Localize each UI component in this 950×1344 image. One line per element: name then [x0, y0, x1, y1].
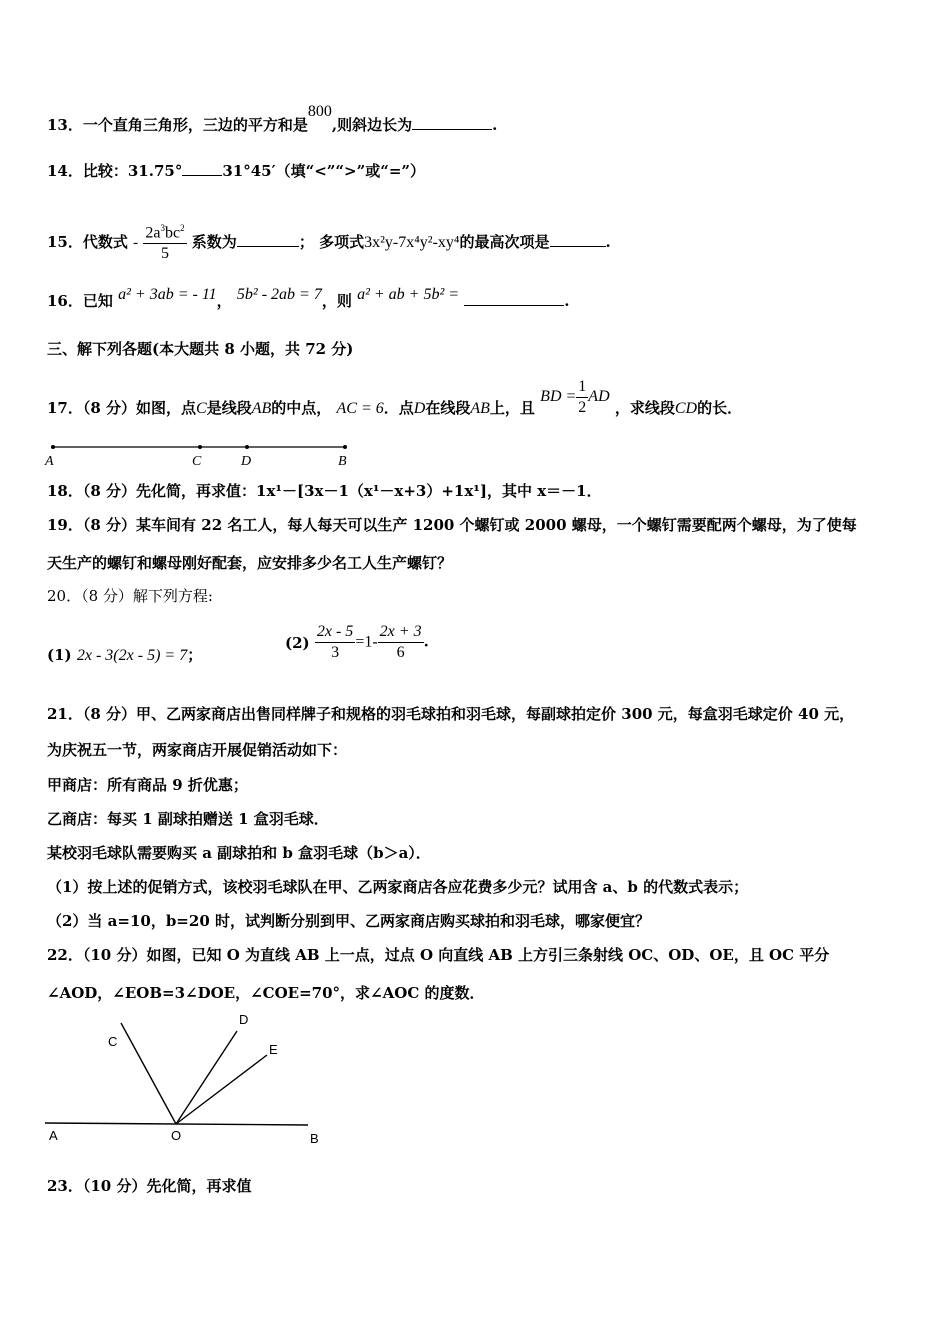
point-d-label: D: [239, 1012, 249, 1027]
q16-equation-2: 5b² - 2ab = 7: [236, 286, 322, 303]
question-20-part-2: (2) $\frac{2x - 5}{3}$ =1- $\frac{2x + 3}{6}$ .: [285, 623, 429, 661]
q22-angle-figure: [40, 1008, 330, 1150]
question-21-line-2: 为庆祝五一节，两家商店开展促销活动如下：: [47, 741, 348, 759]
point-a-label: A: [45, 454, 54, 469]
point-b-label: B: [338, 454, 347, 469]
point-b-label: B: [310, 1131, 319, 1146]
question-21-line-6: （1）按上述的促销方式，该校羽毛球队在甲、乙两家商店各应花费多少元？试用含 a、b 的代数式表示；: [47, 878, 749, 896]
q17-bd-equation: BD = $\frac{1}{2}$ AD: [540, 378, 610, 416]
q16-equation-3: a² + ab + 5b² =: [357, 286, 460, 303]
point-e-label: E: [269, 1042, 278, 1057]
question-19-line-2: 天生产的螺钉和螺母刚好配套，应安排多少名工人生产螺钉？: [47, 554, 453, 572]
question-20: 20．（8 分）解下列方程:: [47, 587, 213, 605]
section-3-heading: 三、解下列各题(本大题共 8 小题，共 72 分): [47, 340, 354, 358]
question-15: 15．代数式 - $\frac{2a^3bc^2}{5}$ 系数为 ； 多项式3x²y-7x⁴y²-xy⁴的最高次项是 .: [47, 220, 611, 266]
q16-equation-1: a² + 3ab = - 11: [118, 286, 217, 303]
question-21-line-5: 某校羽毛球队需要购买 a 副球拍和 b 盒羽毛球（b＞a）．: [47, 844, 431, 862]
question-13: 13．一个直角三角形，三边的平方和是800,则斜边长为 .: [47, 103, 498, 134]
point-c-label: C: [108, 1034, 118, 1049]
point-o-label: O: [171, 1128, 182, 1143]
question-21-line-1: 21．（8 分）甲、乙两家商店出售同样牌子和规格的羽毛球拍和羽毛球，每副球拍定价 300 元，每盒羽毛球定价 40 元，: [47, 705, 855, 723]
question-21-line-4: 乙商店：每买 1 副球拍赠送 1 盒羽毛球．: [47, 810, 329, 828]
q15-polynomial: 3x²y-7x⁴y²-xy⁴: [364, 234, 460, 252]
question-17: 17．（8 分）如图，点C是线段AB的中点， AC = 6．点D在线段AB上，且 BD = $\frac{1}{2}$ AD ，求线段CD的长．: [47, 378, 743, 418]
question-23: 23．（10 分）先化简，再求值: [47, 1177, 252, 1195]
question-22-line-1: 22．（10 分）如图，已知 O 为直线 AB 上一点，过点 O 向直线 AB 上方引三条射线 OC、OD、OE，且 OC 平分: [47, 946, 830, 964]
point-c-label: C: [192, 454, 202, 469]
question-22-line-2: ∠AOD，∠EOB=3∠DOE，∠COE=70°，求∠AOC 的度数．: [47, 984, 485, 1002]
question-19-line-1: 19．（8 分）某车间有 22 名工人，每人每天可以生产 1200 个螺钉或 2000 螺母，一个螺钉需要配两个螺母，为了使每: [47, 516, 857, 534]
question-14: 14．比较：31.75° 31°45′（填“<”“>”或“=”）: [47, 162, 426, 180]
question-18: 18．（8 分）先化简，再求值：1x¹－[3x－1（x¹－x+3）+1x¹]，其中 x＝－1．: [47, 482, 602, 500]
q13-value: 800: [307, 103, 332, 120]
q13-answer-blank[interactable]: [412, 115, 492, 130]
q15-highest-term-blank[interactable]: [550, 232, 606, 247]
q14-answer-blank[interactable]: [182, 161, 222, 176]
q15-coefficient-blank[interactable]: [237, 232, 299, 247]
q17-line-segment-figure: [40, 438, 360, 470]
q15-fraction: $\frac{2a^3bc^2}{5}$: [143, 218, 186, 264]
question-16: 16．已知 a² + 3ab = - 11， 5b² - 2ab = 7，则 a² + ab + 5b² = .: [47, 286, 570, 310]
q16-answer-blank[interactable]: [464, 291, 564, 306]
question-20-part-1: (1) 2x - 3(2x - 5) = 7；: [47, 646, 203, 664]
point-d-label: D: [241, 454, 252, 469]
question-21-line-7: （2）当 a=10，b=20 时，试判断分别到甲、乙两家商店购买球拍和羽毛球，哪家便宜？: [47, 912, 650, 930]
point-a-label: A: [49, 1128, 58, 1143]
question-21-line-3: 甲商店：所有商品 9 折优惠；: [47, 776, 248, 794]
